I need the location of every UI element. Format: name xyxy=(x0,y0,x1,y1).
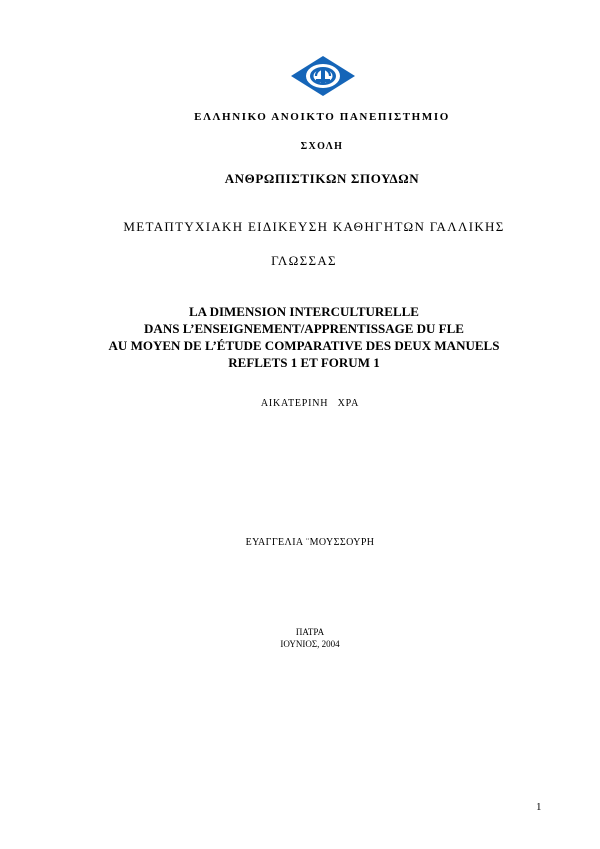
program-line-1: ΜΕΤΑΠΤΥΧΙΑΚΗ ΕΙΔΙΚΕΥΣΗ ΚΑΘΗΓΗΤΩΝ ΓΑΛΛΙΚΗΣ xyxy=(123,219,505,234)
faculty-name: ΑΝΘΡΩΠΙΣΤΙΚΩΝ ΣΠΟΥΔΩΝ xyxy=(224,171,420,186)
program-line-2: ΓΛΩΣΣΑΣ xyxy=(271,253,337,268)
thesis-title xyxy=(4,303,600,371)
thesis-title-line: DANS L’ENSEIGNEMENT/APPRENTISSAGE DU FLE xyxy=(144,321,464,336)
university-logo xyxy=(290,55,356,97)
supervisor-name: ΕΥΑΓΓΕΛΙΑ ¨ΜΟΥΣΣΟΥΡΗ xyxy=(245,537,375,548)
thesis-title-line: AU MOYEN DE L’ÉTUDE COMPARATIVE DES DEUX MANUELS xyxy=(108,338,500,353)
student-name: ΑΙΚΑΤΕΡΙΝΗ ΧΡΑ xyxy=(260,398,360,409)
university-name: ΕΛΛΗΝΙΚΟ ΑΝΟΙΚΤΟ ΠΑΝΕΠΙΣΤΗΜΙΟ xyxy=(194,111,450,123)
city-label: ΠΑΤΡΑ xyxy=(295,627,325,637)
page-number: 1 xyxy=(536,801,542,813)
thesis-title-line: REFLETS 1 ET FORUM 1 xyxy=(228,355,380,370)
school-label: ΣΧΟΛΗ xyxy=(300,141,344,152)
thesis-title-line: LA DIMENSION INTERCULTURELLE xyxy=(189,304,419,319)
date-label: ΙΟΥΝΙΟΣ, 2004 xyxy=(280,639,340,649)
